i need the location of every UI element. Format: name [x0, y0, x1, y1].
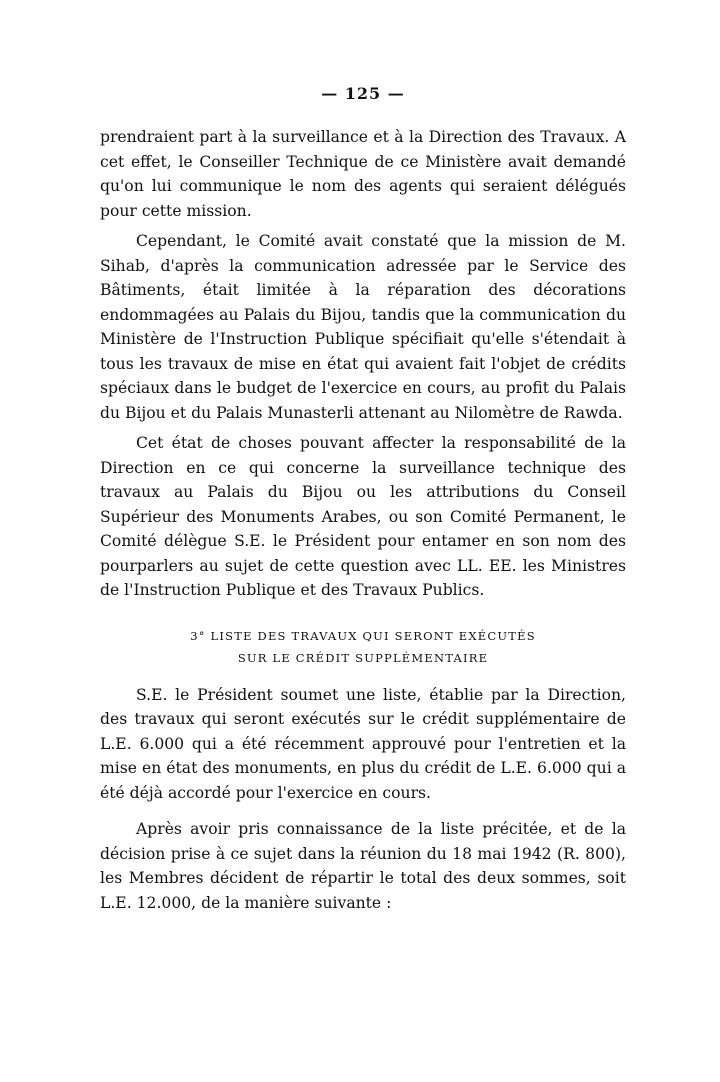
paragraph-repartition: Après avoir pris connaissance de la liste précitée, et de la décision prise à ce sujet dans la réunion du 18 mai 1942 (R. 800), les Membres décident de répartir le total des deux sommes, soit L.E. 12.000, de la manière suivante :	[100, 820, 626, 912]
section-heading-line-2: SUR LE CRÉDIT SUPPLÉMENTAIRE	[237, 650, 489, 665]
section-heading	[100, 625, 626, 669]
section-heading-line-1: 3° LISTE DES TRAVAUX QUI SERONT EXÉCUTÉS	[190, 628, 536, 643]
paragraph-continuation: prendraient part à la surveillance et à la Direction des Travaux. A cet effet, le Conseiller Technique de ce Ministère avait demandé qu'on lui communique le nom des agents qui seraient délégués pour cette mission.	[100, 128, 626, 220]
paragraph-mission-sihab: Cependant, le Comité avait constaté que la mission de M. Sihab, d'après la communication adressée par le Service des Bâtiments, était limitée à la réparation des décorations endommagées au Palais du Bijou, tandis que la communication du Ministère de l'Instruction Publique spécifiait qu'elle s'étendait à tous les travaux de mise en état qui avaient fait l'objet de crédits spéciaux dans le budget de l'exercice en cours, au profit du Palais du Bijou et du Palais Munasterli attenant au Nilomètre de Rawda.	[100, 232, 626, 422]
paragraph-liste-travaux: S.E. le Président soumet une liste, établie par la Direction, des travaux qui seront exécutés sur le crédit supplémentaire de L.E. 6.000 qui a été récemment approuvé pour l'entretien et la mise en état des monuments, en plus du crédit de L.E. 6.000 qui a été déjà accordé pour l'exercice en cours.	[100, 685, 626, 802]
paragraph-responsabilite: Cet état de choses pouvant affecter la responsabilité de la Direction en ce qui concerne la surveillance technique des travaux au Palais du Bijou ou les attributions du Conseil Supérieur des Monuments Arabes, ou son Comité Permanent, le Comité délègue S.E. le Président pour entamer en son nom des pourparlers au sujet de cette question avec LL. EE. les Ministres de l'Instruction Publique et des Travaux Publics.	[100, 434, 626, 599]
page-number: — 125 —	[321, 84, 405, 103]
